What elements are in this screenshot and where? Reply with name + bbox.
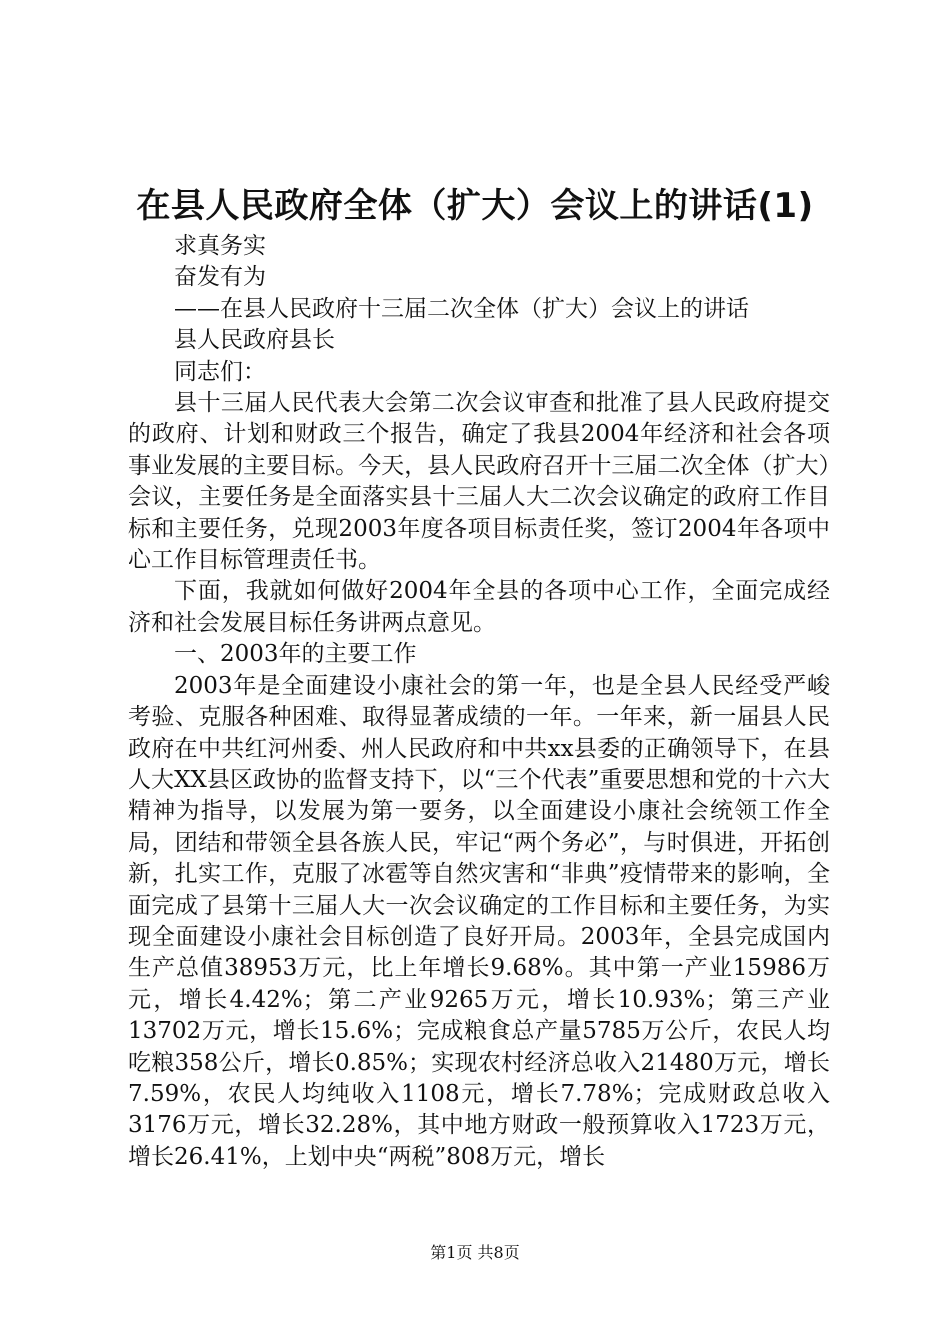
heading-line-2: 奋发有为 <box>174 264 266 291</box>
salutation-line: 同志们： <box>174 358 266 385</box>
document-body <box>128 231 830 1173</box>
paragraph-outline: 下面，我就如何做好2004年全县的各项中心工作，全面完成经济和社会发展目标任务讲两点意见。 <box>128 578 830 636</box>
subtitle-line: ——在县人民政府十三届二次全体（扩大）会议上的讲话 <box>174 295 749 322</box>
speaker-line: 县人民政府县长 <box>174 327 335 354</box>
section-heading: 一、2003年的主要工作 <box>174 641 417 668</box>
document-title: 在县人民政府全体（扩大）会议上的讲话(1) <box>136 186 814 226</box>
paragraph-intro: 县十三届人民代表大会第二次会议审查和批准了县人民政府提交的政府、计划和财政三个报告，确定了我县2004年经济和社会各项事业发展的主要目标。今天，县人民政府召开十三届二次全体（扩大）会议，主要任务是全面落实县十三届人大二次会议确定的政府工作目标和主要任务，兑现2003年度各项目标责任奖，签订2004年各项中心工作目标管理责任书。 <box>128 390 830 574</box>
heading-line-1: 求真务实 <box>174 233 266 259</box>
page-number: 第1页 共8页 <box>430 1243 520 1262</box>
paragraph-2003-review: 2003年是全面建设小康社会的第一年，也是全县人民经受严峻考验、克服各种困难、取得显著成绩的一年。一年来，新一届县人民政府在中共红河州委、州人民政府和中共xx县委的正确领导下，在县人大XX县区政协的监督支持下，以“三个代表”重要思想和党的十六大精神为指导，以发展为第一要务，以全面建设小康社会统领工作全局，团结和带领全县各族人民，牢记“两个务必”，与时俱进，开拓创新，扎实工作，克服了冰雹等自然灾害和“非典”疫情带来的影响，全面完成了县第十三届人大一次会议确定的工作目标和主要任务，为实现全面建设小康社会目标创造了良好开局。2003年，全县完成国内生产总值38953万元，比上年增长9.68%。其中第一产业15986万元，增长4.42%；第二产业9265万元，增长10.93%；第三产业13702万元，增长15.6%；完成粮食总产量5785万公斤，农民人均吃粮358公斤，增长0.85%；实现农村经济总收入21480万元，增长7.59%，农民人均纯收入1108元，增长7.78%；完成财政总收入3176万元，增长32.28%，其中地方财政一般预算收入1723万元，增长26.41%，上划中央“两税”808万元，增长 <box>128 672 830 1170</box>
